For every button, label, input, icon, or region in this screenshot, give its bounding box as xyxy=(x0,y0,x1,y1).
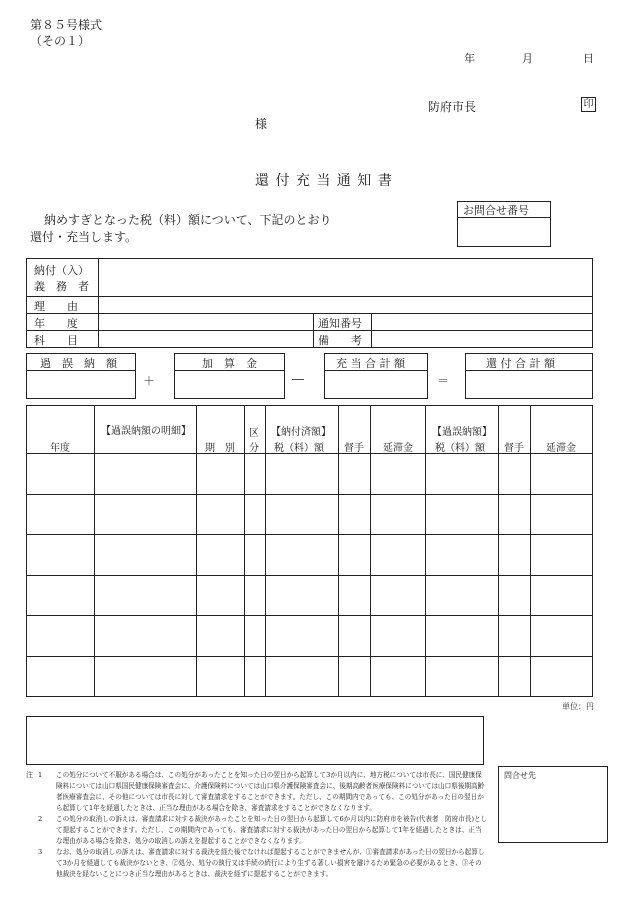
notes-section xyxy=(38,770,488,880)
col-year: 年度 xyxy=(50,443,70,454)
col-division-1: 区 xyxy=(249,428,259,439)
col-paid-late: 延滞金 xyxy=(383,443,413,454)
inquiry-number-label: お問合せ番号 xyxy=(463,204,529,217)
col-over-tax: 税（料）額 xyxy=(435,443,485,454)
col-division-2: 分 xyxy=(249,443,259,454)
taxpayer-label-1: 納付（入） xyxy=(34,264,89,277)
note-2-number: 2 xyxy=(38,815,43,823)
date-day: 日 xyxy=(583,52,594,65)
recipient-suffix: 様 xyxy=(255,117,268,131)
info-table xyxy=(26,258,593,348)
col-paid-dunning: 督手 xyxy=(344,443,364,454)
col-paid-tax: 税（料）額 xyxy=(274,443,324,454)
year-label: 年 度 xyxy=(34,317,78,330)
plus-sign: ＋ xyxy=(143,374,156,388)
note-3-text: なお、処分の取消しの訴えは、審査請求に対する裁決を経た後でなければ提起することができませんが、①審査請求があった日の翌日から起算して3か月を経過しても裁決がないとき、②処分、処分の執行又は手続の続行により生ずる著しい損害を避けるため緊急の必要があるとき、③その他裁決を経ないことにつき正当な理由があるときは、裁決を経ずに提起することができます。 xyxy=(56,848,485,878)
intro-line-2: 還付・充当します。 xyxy=(30,230,138,244)
col-over-group: 【過誤納額】 xyxy=(432,427,492,438)
col-period: 期 別 xyxy=(205,443,235,454)
intro-line-1: 納めすぎとなった税（料）額について、下記のとおり xyxy=(44,213,332,227)
refund-total-label: 還 付 合 計 額 xyxy=(486,357,555,370)
surcharge-label: 加 算 金 xyxy=(202,357,257,370)
note-1-text: この処分について不服がある場合は、この処分があったことを知った日の翌日から起算して3か月以内に、地方税については市長に、国民健康保険料については山口県国民健康保険審査会に、介護保険料については山口県介護保険審査会に、後期高齢者医療保険料については山口県後期高齢者医療審査会に、その他については市長に対して審査請求をすることができます。ただし、この期間内であっても、この処分があった日の翌日から起算して1年を経過したときは、正当な理由がある場合を除き、審査請求をすることができなくなります。 xyxy=(56,771,485,812)
equals-sign: ＝ xyxy=(437,374,450,388)
notice-number-label: 通知番号 xyxy=(318,317,362,330)
document-title: 還 付 充 当 通 知 書 xyxy=(255,173,393,189)
minus-sign: ― xyxy=(292,372,304,386)
note-3 xyxy=(38,847,488,880)
unit-label: 単位：円 xyxy=(562,702,594,711)
note-1-number: 1 xyxy=(38,771,43,779)
form-number: 第８５号様式 xyxy=(30,18,103,32)
col-detail: 【過誤納額の明細】 xyxy=(101,426,191,437)
note-2-text: この処分の取消しの訴えは、審査請求に対する裁決があったことを知った日の翌日から起算して6か月以内に防府市を被告(代表者 防府市長)として提起することができます。ただし、この期間内であっても、審査請求に対する裁決があった日の翌日から起算して1年を経過したときは、正当な理由がある場合を除き、処分の取消しの訴えを提起することができなくなります。 xyxy=(56,815,488,845)
applied-total-label: 充 当 合 計 額 xyxy=(336,357,405,370)
date-year: 年 xyxy=(464,52,475,65)
contact-label: 問合せ先 xyxy=(504,771,536,780)
col-over-late: 延滞金 xyxy=(546,443,576,454)
note-2 xyxy=(38,814,488,847)
col-over-dunning: 督手 xyxy=(504,443,524,454)
reason-label: 理 由 xyxy=(34,300,78,313)
form-part: （その１） xyxy=(30,34,91,48)
note-3-number: 3 xyxy=(38,848,43,856)
item-label: 科 目 xyxy=(34,334,78,347)
remarks-label: 備 考 xyxy=(318,334,362,347)
taxpayer-label-2: 義 務 者 xyxy=(34,280,89,293)
notes-prefix: 注 xyxy=(26,771,33,779)
issuer-name: 防府市長 xyxy=(428,100,477,114)
col-paid-group: 【納付済額】 xyxy=(271,427,331,438)
note-1 xyxy=(38,770,488,814)
seal-mark: 印 xyxy=(581,97,596,112)
date-month: 月 xyxy=(522,52,533,65)
remarks-box xyxy=(26,716,484,765)
overpaid-label: 過 誤 納 額 xyxy=(40,357,117,370)
